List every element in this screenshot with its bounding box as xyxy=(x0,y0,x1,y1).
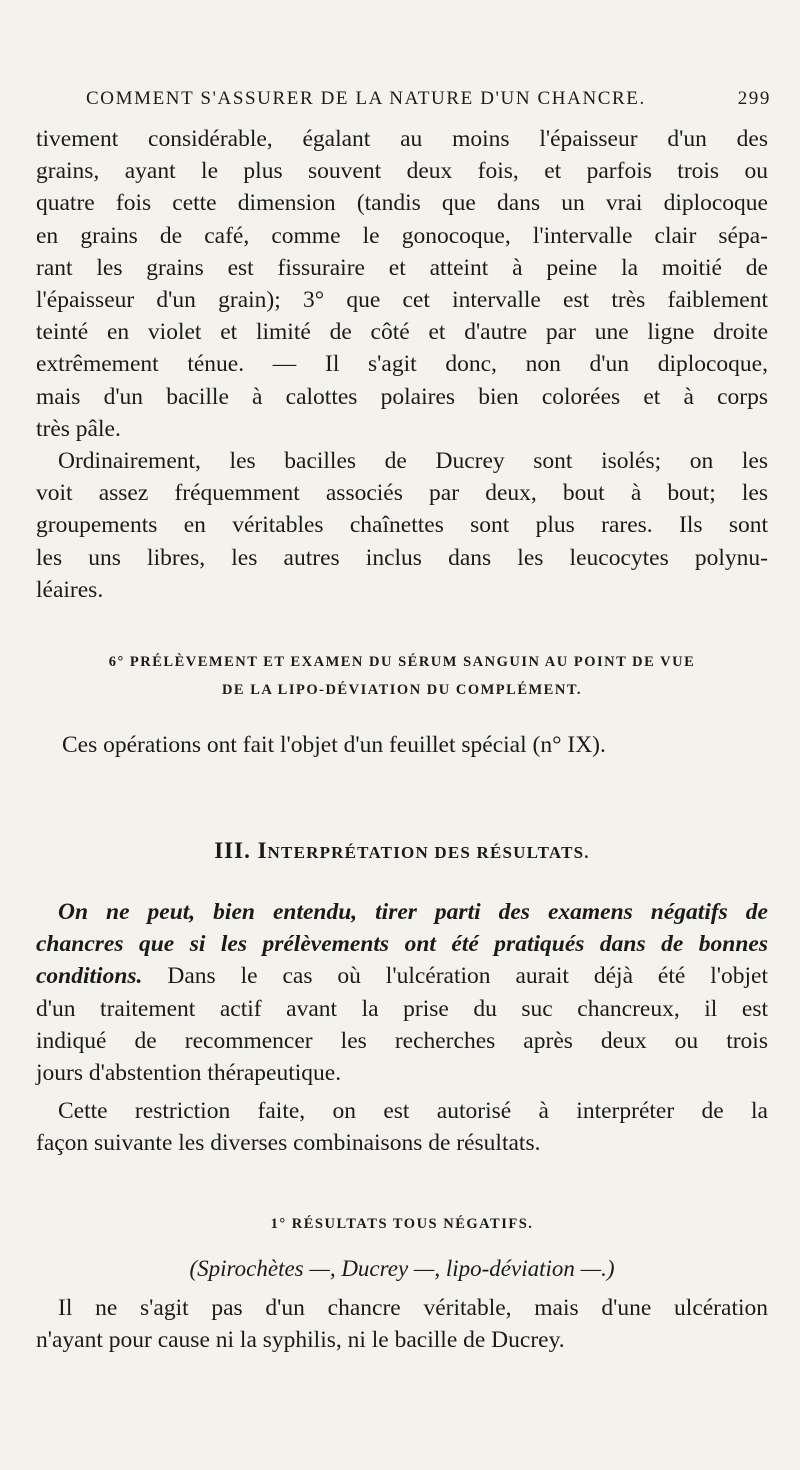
result-formula: (Spirochètes —, Ducrey —, lipo-déviation —.) xyxy=(189,1256,615,1281)
text-line: très pâle. xyxy=(36,415,121,442)
text-line: jours d'abstention thérapeutique. xyxy=(36,1060,342,1087)
text-line: extrêmement ténue. — Il s'agit donc, non d'un diplocoque, xyxy=(36,351,768,378)
text-line: voit assez fréquemment associés par deux, bout à bout; les xyxy=(36,480,768,507)
section-heading-1: 1° RÉSULTATS TOUS NÉGATIFS. xyxy=(270,1216,534,1232)
section-title-initial: I xyxy=(257,838,268,863)
text-line: indiqué de recommencer les recherches après deux ou trois xyxy=(36,1027,768,1054)
paragraph-bacilles-ducrey xyxy=(36,445,768,606)
section-heading-6 xyxy=(36,648,768,704)
paragraph-interpretation xyxy=(36,896,768,1089)
section-numeral: III. xyxy=(214,838,251,863)
text-line: groupements en véritables chaînettes sont plus rares. Ils sont xyxy=(36,512,768,539)
section-heading-iii xyxy=(36,838,768,864)
italic-text: conditions. xyxy=(36,963,143,990)
text-line: chancres que si les prélèvements ont été pratiqués dans de bonnes xyxy=(36,931,768,958)
text-line: quatre fois cette dimension (tandis que dans un vrai diplocoque xyxy=(36,190,768,217)
text-line: tivement considérable, égalant au moins l'épaisseur d'un des xyxy=(36,126,768,152)
text-line: Il ne s'agit pas d'un chancre véritable, mais d'une ulcération xyxy=(58,1295,768,1321)
text-line: teinté en violet et limité de côté et d'autre par une ligne droite xyxy=(36,319,768,346)
page-number: 299 xyxy=(737,88,771,109)
text-line: n'ayant pour cause ni la syphilis, ni le bacille de Ducrey. xyxy=(36,1327,565,1354)
paragraph-bacille-description xyxy=(36,123,768,445)
section-heading-line: 6° PRÉLÈVEMENT ET EXAMEN DU SÉRUM SANGUIN AU POINT DE VUE xyxy=(108,654,696,670)
paragraph-conclusion xyxy=(36,1292,768,1356)
text-line: On ne peut, bien entendu, tirer parti des examens négatifs de xyxy=(58,899,768,925)
text-line: les uns libres, les autres inclus dans les leucocytes polynu- xyxy=(36,544,768,571)
text-line: façon suivante les diverses combinaisons de résultats. xyxy=(36,1130,541,1157)
running-head-title: COMMENT S'ASSURER DE LA NATURE D'UN CHANCRE. xyxy=(86,88,646,109)
text-line: l'épaisseur d'un grain); 3° que cet intervalle est très faiblement xyxy=(36,287,768,314)
running-head xyxy=(86,88,771,110)
text-line: Ordinairement, les bacilles de Ducrey sont isolés; on les xyxy=(58,448,768,474)
text-line: léaires. xyxy=(36,576,104,603)
text-line: mais d'un bacille à calottes polaires bien colorées et à corps xyxy=(36,383,768,410)
paragraph-restriction xyxy=(36,1095,768,1159)
text-line xyxy=(36,960,768,992)
paragraph-feuillet: Ces opérations ont fait l'objet d'un feuillet spécial (n° IX). xyxy=(62,732,606,758)
section-title: NTERPRÉTATION DES RÉSULTATS. xyxy=(267,843,590,862)
text-run: Dans le cas où l'ulcération aurait déjà été l'objet xyxy=(142,963,768,990)
text-line: rant les grains est fissuraire et atteint à peine la moitié de xyxy=(36,254,768,281)
text-line: en grains de café, comme le gonocoque, l'intervalle clair sépa- xyxy=(36,222,768,249)
text-line: Cette restriction faite, on est autorisé à interpréter de la xyxy=(58,1098,768,1124)
section-heading-line: DE LA LIPO-DÉVIATION DU COMPLÉMENT. xyxy=(221,682,583,698)
text-line: d'un traitement actif avant la prise du suc chancreux, il est xyxy=(36,995,768,1022)
text-line: grains, ayant le plus souvent deux fois, et parfois trois ou xyxy=(36,158,768,185)
